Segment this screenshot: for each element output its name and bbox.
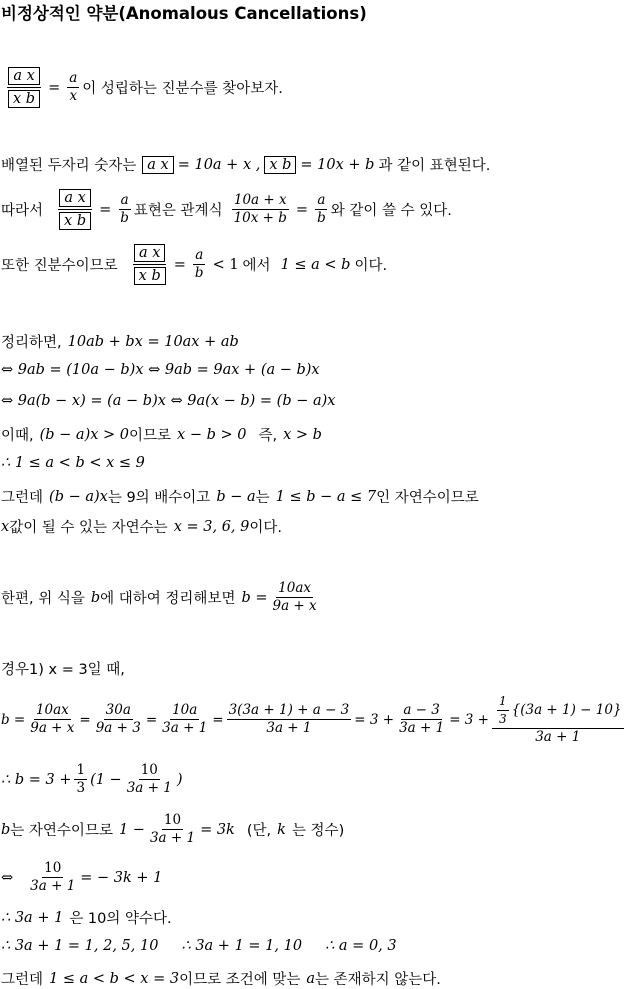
intro-text: 이 성립하는 진분수를 찾아보자.: [82, 81, 283, 97]
values-math-2: x = 3, 6, 9: [173, 518, 250, 535]
values-line: [1, 516, 282, 537]
b-fraction: $\frac{10ax}{9a + x}$: [272, 580, 317, 614]
but-text-4: 인 자연수이므로: [376, 490, 479, 506]
therefore-line-2: [1, 762, 183, 797]
last-text-3: 는 존재하지 않는다.: [315, 972, 441, 988]
therefore2-math-2: (1 −: [90, 771, 122, 788]
div-text: 은 10의 약수다.: [69, 911, 172, 927]
therefore-line-1: ∴ 1 ≤ a < b < x ≤ 9: [1, 455, 145, 471]
iff-symbol: ⇔: [1, 869, 14, 886]
but-math-2: b − a: [216, 488, 256, 505]
iff-math: = − 3k + 1: [80, 869, 163, 886]
equiv-line-1: ⇔ 9ab = (10a − b)x ⇔ 9ab = 9ax + (a − b)x: [1, 362, 320, 378]
ax-box: a x: [8, 67, 39, 85]
nat-math-4: k: [277, 821, 286, 838]
thus-text-1: 따라서: [1, 203, 44, 219]
also-line: [1, 243, 387, 286]
array-eq-1: = 10a + x ,: [177, 156, 261, 173]
values-math-1: x: [1, 518, 10, 535]
case1-heading: 경우1) x = 3일 때,: [1, 662, 125, 678]
ten-over-fraction: $\frac{10}{3a + 1}$: [126, 762, 172, 796]
long-eq-plus-2: = 3 +: [449, 711, 489, 728]
thus-text-3: 와 같이 쓸 수 있다.: [330, 203, 452, 219]
xb-box: x b: [8, 90, 40, 108]
last-math-1: 1 ≤ a < b < x = 3: [49, 970, 180, 987]
conclusion-line: [1, 968, 441, 989]
iff-fraction: $\frac{10}{3a + 1}$: [30, 860, 76, 894]
also-text-2: 에서: [242, 258, 271, 274]
a-over-b-fraction: $\frac{a}{b}$: [194, 247, 204, 281]
b-text-2: 에 대하여 정리해보면: [100, 591, 236, 607]
then-text-3: 즉,: [258, 428, 278, 444]
intro-line: $\frac{\text{a x}}{\text{x b}}$ = $\frac{a}{x}$ 이 성립하는 진분수를 찾아보자.: [4, 66, 283, 109]
long-eq-frac-2: $\frac{30a}{9a + 3}$: [95, 702, 141, 736]
ax-box: a x: [142, 156, 173, 174]
array-line: [1, 154, 490, 175]
divisor-line: [1, 907, 172, 928]
eq-sign: =: [173, 256, 186, 273]
a-over-b-fraction: $\frac{a}{b}$: [120, 192, 129, 226]
arrange-eq: 10ab + bx = 10ax + ab: [67, 333, 239, 350]
therefore2-math-3: ): [176, 771, 183, 788]
xb-box: x b: [264, 156, 296, 174]
ax-over-xb-fraction: $\frac{\text{a x}}{\text{x b}}$: [133, 243, 167, 286]
but-line: [1, 486, 479, 507]
nat-text-3: 는 정수): [291, 823, 345, 839]
then-line: [1, 424, 322, 445]
then-math-1: (b − a)x > 0: [39, 426, 130, 443]
ax-over-xb-fraction: $\frac{\text{a x}}{\text{x b}}$: [58, 188, 92, 231]
equiv-line-2: ⇔ 9a(b − x) = (a − b)x ⇔ 9a(x − b) = (b − a)x: [1, 393, 336, 409]
but-math-3: 1 ≤ b − a ≤ 7: [275, 488, 377, 505]
array-eq-2: = 10x + b: [300, 156, 375, 173]
values-text-1: 값이 될 수 있는 자연수는: [9, 520, 168, 536]
thus-text-2: 표현은 관계식: [133, 203, 223, 219]
natural-line: [1, 812, 344, 847]
a-over-b-fraction-2: $\frac{a}{b}$: [317, 192, 326, 226]
iff-line: [1, 860, 162, 895]
but-text-3: 는: [255, 490, 270, 506]
then-text-2: 이므로: [129, 428, 172, 444]
b-text-1: 한편, 위 식을: [1, 591, 85, 607]
long-equation: b = $\frac{10ax}{9a + x}$ = $\frac{30a}{9a + 3}$ = $\frac{10a}{3a + 1}$ = $\frac{3(3a + 1) + a - 3}{3a + 1}$ = 3 + $\frac{a - 3}{3a + 1}$ = 3 + $\frac{1}{3}$ {(3a + 1) − 10} 3a + 1: [1, 694, 622, 745]
arrange-text: 정리하면,: [1, 335, 62, 351]
less-than-one: < 1: [212, 256, 239, 273]
last-text-2: 이므로 조건에 맞는: [179, 972, 301, 988]
long-eq-lhs: b =: [1, 711, 26, 728]
ineq-a-b: 1 ≤ a < b: [280, 256, 351, 273]
also-text-3: 이다.: [354, 258, 388, 274]
long-eq-frac-5: $\frac{a - 3}{3a + 1}$: [399, 702, 445, 736]
long-eq-plus-1: = 3 +: [354, 711, 395, 728]
b-lhs: b =: [241, 589, 268, 606]
also-text-1: 또한 진분수이므로: [1, 258, 118, 274]
then-math-3: x > b: [283, 426, 322, 443]
but-text-1: 그런데: [1, 490, 44, 506]
ax-over-xb-fraction: [7, 66, 41, 109]
values-text-2: 이다.: [249, 520, 282, 536]
nat-text-1: 는 자연수이므로: [10, 823, 113, 839]
last-text-1: 그런데: [1, 972, 44, 988]
last-math-2: a: [306, 970, 315, 987]
long-eq-frac-4: $\frac{3(3a + 1) + a - 3}{3a + 1}$: [228, 702, 350, 736]
eq-sign: =: [99, 201, 112, 218]
relation-fraction: $\frac{10a + x}{10x + b}$: [233, 192, 287, 226]
but-math-1: (b − a)x: [49, 488, 108, 505]
array-text-1: 배열된 두자리 숫자는: [1, 158, 137, 174]
b-math: b: [90, 589, 101, 606]
nat-math-3: = 3k: [200, 821, 235, 838]
nat-fraction: $\frac{10}{3a + 1}$: [149, 812, 196, 846]
eq-sign-2: =: [295, 201, 309, 218]
one-third-fraction: $\frac{1}{3}$: [76, 762, 86, 796]
final-values-line: ∴ 3a + 1 = 1, 2, 5, 10 ∴ 3a + 1 = 1, 10 ∴ a = 0, 3: [1, 938, 397, 954]
b-solve-line: [1, 580, 322, 615]
long-eq-frac-3: $\frac{10a}{3a + 1}$: [162, 702, 208, 736]
therefore2-math-1: ∴ b = 3 +: [1, 771, 72, 788]
nat-math-2: 1 −: [118, 821, 145, 838]
nat-text-2: (단,: [246, 823, 272, 839]
then-text-1: 이때,: [1, 428, 34, 444]
but-text-2: 는 9의 배수이고: [107, 490, 211, 506]
nat-math-1: b: [1, 821, 11, 838]
div-math: ∴ 3a + 1: [1, 909, 64, 926]
array-text-2: 과 같이 표현된다.: [378, 158, 491, 174]
arrange-line: [1, 331, 239, 352]
page-title: 비정상적인 약분(Anomalous Cancellations): [1, 4, 367, 23]
then-math-2: x − b > 0: [177, 426, 247, 443]
a-over-x-fraction: $\frac{a}{x}$: [69, 70, 78, 104]
thus-line: [1, 188, 452, 231]
long-eq-frac-6: $\frac{1}{3}$ {(3a + 1) − 10} 3a + 1: [492, 693, 624, 746]
long-eq-frac-1: $\frac{10ax}{9a + x}$: [30, 702, 75, 736]
